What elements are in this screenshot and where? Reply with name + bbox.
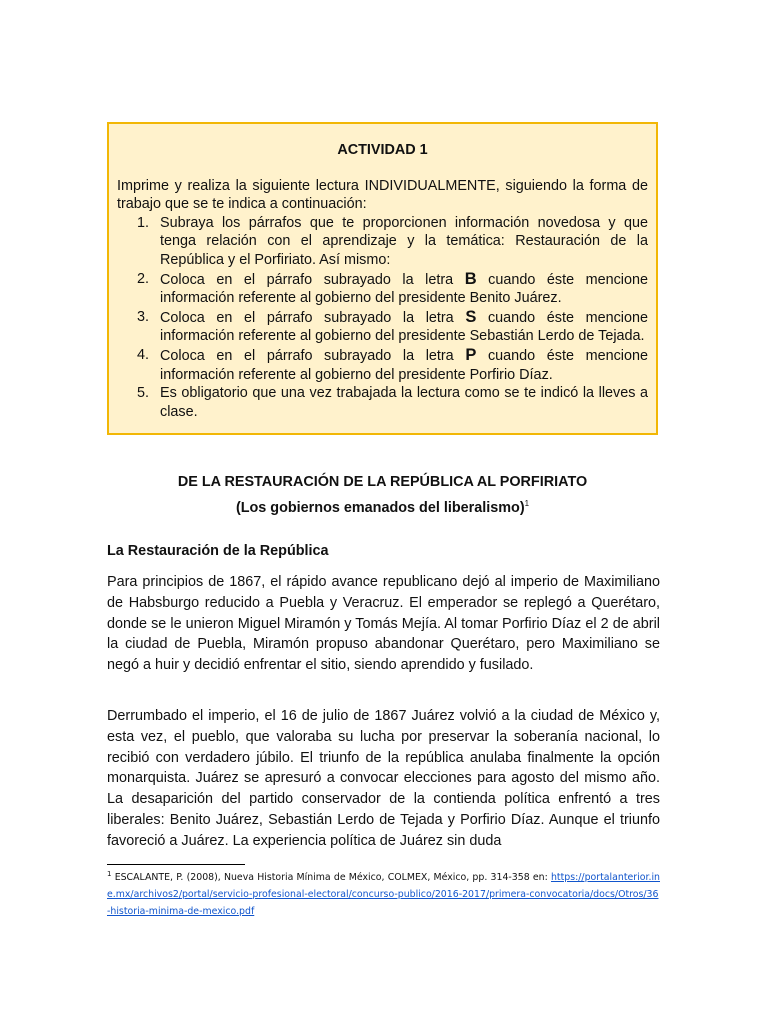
activity-item-text-before: Coloca en el párrafo subrayado la letra xyxy=(160,271,454,288)
activity-item-letter: B xyxy=(464,269,477,288)
activity-item-5 xyxy=(117,384,648,421)
activity-item-text-before: Coloca en el párrafo subrayado la letra xyxy=(160,347,454,364)
section-heading: La Restauración de la República xyxy=(107,543,329,559)
activity-item-letter: S xyxy=(465,307,477,326)
activity-item-number: 5. xyxy=(137,385,150,402)
document-subtitle-text: (Los gobiernos emanados del liberalismo) xyxy=(235,500,525,516)
footnote-citation: ESCALANTE, P. (2008), Nueva Historia Mínima de México, COLMEX, México, pp. 314-358 en: xyxy=(114,872,548,883)
footnote-reference[interactable]: 1 xyxy=(524,499,530,509)
document-title: DE LA RESTAURACIÓN DE LA REPÚBLICA AL PORFIRIATO xyxy=(177,474,588,490)
paragraph-1: Para principios de 1867, el rápido avance republicano dejó al imperio de Maximiliano de Habsburgo reducido a Puebla y Veracruz. El emperador se replegó a Querétaro, donde se le unieron Miguel Miramón y Tomás Mejía. Al tomar Porfirio Díaz el 2 de abril la ciudad de Puebla, Miramón propuso abandonar Querétaro, pero Maximiliano se negó a huir y decidió enfrentar el sitio, siendo aprendido y fusilado. xyxy=(107,574,660,674)
activity-item-text-after: cuando éste mencione información referente al gobierno del presidente Porfirio Díaz. xyxy=(160,347,649,383)
activity-item-3 xyxy=(117,308,648,346)
activity-item-number: 4. xyxy=(137,346,150,363)
activity-instructions-list xyxy=(117,214,648,422)
footnote-marker: 1 xyxy=(107,869,112,878)
document-subtitle xyxy=(107,500,658,516)
activity-title: ACTIVIDAD 1 xyxy=(337,142,428,158)
activity-item-number: 3. xyxy=(137,308,150,325)
activity-item-2 xyxy=(117,270,648,308)
activity-item-1 xyxy=(117,214,648,270)
activity-item-text-after: cuando éste mencione información referente al gobierno del presidente Sebastián Lerdo de Tejada. xyxy=(160,309,649,345)
paragraph-2: Derrumbado el imperio, el 16 de julio de 1867 Juárez volvió a la ciudad de México y, esta vez, el pueblo, que valoraba su lucha por preservar la soberanía nacional, lo recibió con verdadero júbilo. El triunfo de la república anulaba finalmente la opción monarquista. Juárez se apresuró a convocar elecciones para agosto del mismo año. La desaparición del partido conservador de la contienda política enfrentó a tres liberales: Benito Juárez, Sebastián Lerdo de Tejada y Porfirio Díaz. Aunque el triunfo favoreció a Juárez. La experiencia política de Juárez sin duda xyxy=(107,708,660,849)
footnote-separator xyxy=(107,864,245,865)
activity-box xyxy=(107,122,658,435)
activity-item-number: 2. xyxy=(137,270,150,287)
footnote xyxy=(107,869,660,920)
activity-item-text: Es obligatorio que una vez trabajada la lectura como se te indicó la lleves a clase. xyxy=(160,385,648,420)
activity-item-letter: P xyxy=(465,345,477,364)
activity-item-4 xyxy=(117,346,648,384)
activity-intro: Imprime y realiza la siguiente lectura INDIVIDUALMENTE, siguiendo la forma de trabajo que se te indica a continuación: xyxy=(117,177,648,213)
activity-item-text-before: Coloca en el párrafo subrayado la letra xyxy=(160,309,454,326)
activity-item-number: 1. xyxy=(137,214,150,231)
activity-item-text: Subraya los párrafos que te proporcionen información novedosa y que tenga relación con el aprendizaje y la temática: Restauración de la República y el Porfiriato. Así mismo: xyxy=(160,214,648,268)
activity-item-text-after: cuando éste mencione información referente al gobierno del presidente Benito Juárez. xyxy=(160,271,648,307)
footnote-link[interactable]: https://portalanterior.ine.mx/archivos2/portal/servicio-profesional-electoral/concurso-publico/2016-2017/primera-convocatoria/docs/Otros/36-historia-minima-de-mexico.pdf xyxy=(107,872,660,917)
